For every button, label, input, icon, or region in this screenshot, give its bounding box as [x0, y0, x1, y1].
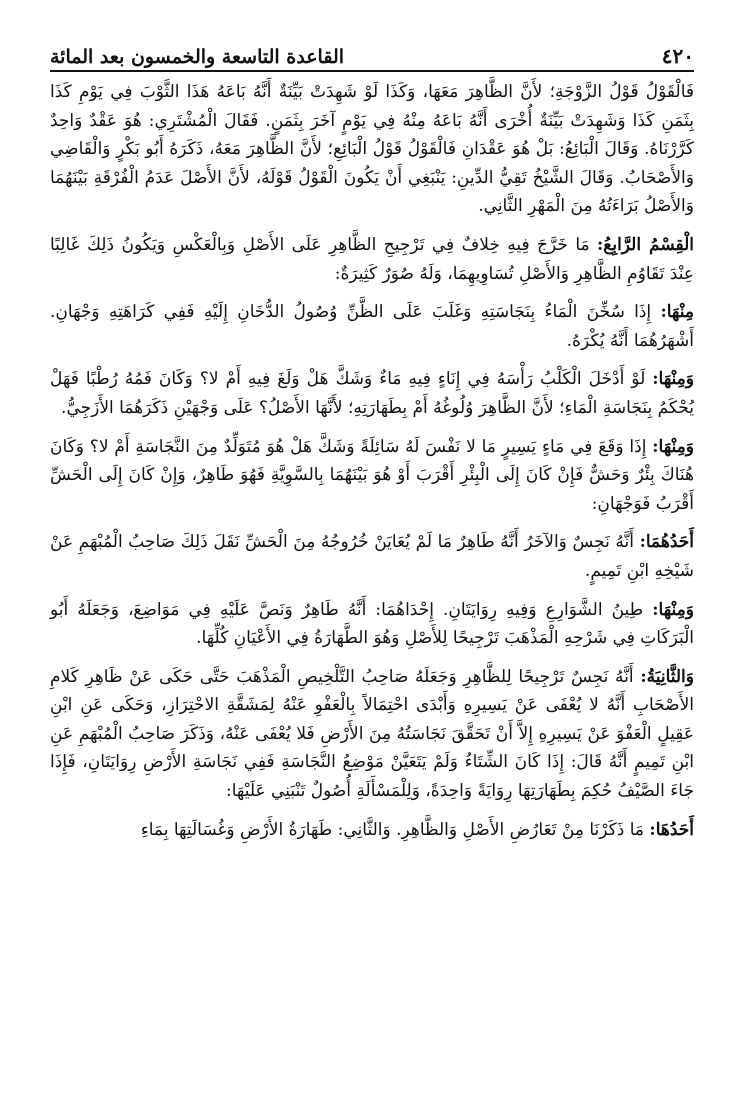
paragraph-text: طِينُ الشَّوَارِعِ وَفِيهِ رِوَايَتَانِ. إِحْدَاهُمَا: أَنَّهُ طَاهِرٌ وَنَصَّ عَلَيْهِ فِي مَوَاضِعَ، وَجَعَلَهُ أَبُو الْبَرَكَاتِ فِي شَرْحِهِ الْمَذْهَبَ تَرْجِيحًا لِلأَصْلِ وَهُوَ الطَّهَارَةُ فِي الأَعْيَانِ كُلِّهَا. — [50, 599, 694, 649]
page-number: ٤٢٠ — [661, 44, 694, 68]
paragraph-lead: وَالثَّانِيَةُ: — [640, 666, 694, 687]
paragraph-text: أَنَّهُ نَجِسٌ تَرْجِيحًا لِلظَّاهِرِ وَجَعَلَهُ صَاحِبُ التَّلْخِيصِ الْمَذْهَبَ حَتَّى حَكَى عَنْ ظَاهِرِ كَلامِ الأَصْحَابِ أَنَّهُ لا يُعْفَى عَنْ يَسِيرِهِ وَأَبْدَى احْتِمَالاً بِالْعَفْوِ عَنْهُ لِمَشَقَّةِ الاحْتِرَازِ، وَحَكَى عَنِ ابْنِ عَقِيلٍ الْعَفْوَ عَنْ يَسِيرِهِ إِلاَّ أَنْ تَحَقَّقَ نَجَاسَتُهُ مِنَ الأَرْضِ فَلا يُعْفَى عَنْهُ، وَذَكَرَ صَاحِبُ الْمُبْهَمِ عَنِ ابْنِ تَمِيمٍ أَنَّهُ قَالَ: إِذَا كَانَ الشِّتَاءُ وَلَمْ يَتَعَيَّنْ مَوْضِعُ النَّجَاسَةِ فَفِي نَجَاسَةِ الأَرْضِ رِوَايَتَانِ، فَإِذَا جَاءَ الصَّيْفُ حُكِمَ بِطَهَارَتِهَا رِوَايَةً وَاحِدَةً، وَلِلْمَسْأَلَةِ أُصُولٌ تَنْبَنِي عَلَيْهَا: — [50, 666, 694, 802]
paragraph-text: إِذَا سُخِّنَ الْمَاءُ بِنَجَاسَتِهِ وَغَلَبَ عَلَى الظَّنِّ وُصُولُ الدُّخَانِ إِلَيْهِ فَفِي كَرَاهَتِهِ وَجْهَانِ. أَشْهَرُهُمَا أَنَّهُ يُكْرَهُ. — [50, 302, 694, 351]
paragraph — [50, 78, 694, 221]
paragraph-text: مَا خَرَّجَ فِيهِ خِلافٌ فِي تَرْجِيحِ الظَّاهِرِ عَلَى الأَصْلِ وَبِالْعَكْسِ وَيَكُونُ ذَلِكَ غَالِبًا عِنْدَ تَقَاوُمِ الظَّاهِرِ وَالأَصْلِ تُسَاوِيهِمَا، وَلَهُ صُوَرٌ كَثِيرَةٌ: — [50, 234, 694, 284]
paragraph-text: فَالْقَوْلُ قَوْلُ الزَّوْجَةِ؛ لأَنَّ الظَّاهِرَ مَعَهَا، وَكَذَا لَوْ شَهِدَتْ بَيِّنَةٌ أَنَّهُ بَاعَهُ هَذَا الثَّوْبَ فِي يَوْمِ كَذَا بِثَمَنِ كَذَا وَشَهِدَتْ بَيِّنَةٌ أُخْرَى أَنَّهُ بَاعَهُ مِنْهُ فِي يَوْمٍ آخَرَ بِثَمَنٍ. فَقَالَ الْمُشْتَرِي: هُوَ عَقْدٌ وَاحِدٌ كَرَّرْنَاهُ. وَقَالَ الْبَائِعُ: بَلْ هُوَ عَقْدَانِ فَالْقَوْلُ قَوْلُ الْبَائِعِ؛ لأَنَّ الظَّاهِرَ مَعَهُ، ذَكَرَهُ أَبُو بَكْرٍ وَالْقَاضِي وَالأَصْحَابُ. وَقَالَ الشَّيْخُ تَقِيُّ الدِّينِ: يَنْبَغِي أَنْ يَكُونَ الْقَوْلُ قَوْلَهُ، لأَنَّ الأَصْلَ عَدَمُ الْفُرْقَةِ بَيْنَهُمَا وَالأَصْلُ بَرَاءَتُهُ مِنَ الْمَهْرِ الثَّانِي. — [50, 82, 694, 217]
paragraph-lead: مِنْهَا: — [660, 302, 694, 323]
paragraph — [50, 816, 694, 845]
paragraph-lead: الْقِسْمُ الرَّابِعُ: — [597, 234, 694, 255]
paragraph — [50, 596, 694, 653]
paragraph-text: مَا ذَكَرْنَا مِنْ تَعَارُضِ الأَصْلِ وَالظَّاهِرِ. وَالثَّانِي: طَهَارَةُ الأَرْضِ وَغُسَالَتِهَا بِمَاءِ — [140, 819, 650, 840]
paragraph-text: لَوْ أَدْخَلَ الْكَلْبُ رَأْسَهُ فِي إِنَاءٍ فِيهِ مَاءٌ وَشَكَّ هَلْ وَلَغَ فِيهِ أَمْ لا؟ وَكَانَ فَمُهُ رُطْبًا فَهَلْ يُحْكَمُ بِنَجَاسَةِ الْمَاءِ؛ لأَنَّ الظَّاهِرَ وُلُوغُهُ أَمْ بِطَهَارَتِهِ؛ لأَنَّهَا الأَصْلُ؟ عَلَى وَجْهَيْنِ ذَكَرَهُمَا الأَزَجِيُّ. — [50, 369, 694, 418]
paragraph — [50, 528, 694, 585]
paragraph-lead: أَحَدُهُمَا: — [639, 532, 694, 553]
paragraph — [50, 433, 694, 519]
paragraph-lead: وَمِنْهَا: — [652, 436, 694, 457]
running-title: القاعدة التاسعة والخمسون بعد المائة — [50, 46, 345, 68]
paragraph — [50, 231, 694, 288]
paragraph-text: أَنَّهُ نَجِسٌ وَالآخَرُ أَنَّهُ طَاهِرٌ مَا لَمْ يُعَايَنْ خُرُوجُهُ مِنَ الْحَشِّ نَقَلَ ذَلِكَ صَاحِبُ الْمُبْهَمِ عَنْ شَيْخِهِ ابْنِ تَمِيمٍ. — [50, 532, 694, 581]
paragraph-lead: وَمِنْهَا: — [652, 369, 694, 390]
paragraph — [50, 365, 694, 422]
paragraph-text: إِذَا وَقَعَ فِي مَاءٍ يَسِيرٍ مَا لا نَفْسَ لَهُ سَائِلَةً وَشَكَّ هَلْ هُوَ مُتَوَلِّدٌ مِنَ النَّجَاسَةِ أَمْ لا؟ وَكَانَ هُنَاكَ بِئْرٌ وَحَشٌّ فَإِنْ كَانَ إِلَى الْبِئْرِ أَقْرَبَ أَوْ هُوَ بَيْنَهُمَا بِالسَّوِيَّةِ فَهُوَ طَاهِرٌ، وَإِنْ كَانَ إِلَى الْحَشِّ أَقْرَبُ فَوَجْهَانِ: — [50, 436, 694, 514]
paragraph-lead: وَمِنْهَا: — [652, 599, 694, 620]
page-body — [50, 78, 694, 854]
paragraph — [50, 298, 694, 355]
paragraph-lead: أَحَدُهَا: — [649, 819, 694, 840]
paragraph — [50, 663, 694, 806]
page-header — [50, 38, 694, 72]
